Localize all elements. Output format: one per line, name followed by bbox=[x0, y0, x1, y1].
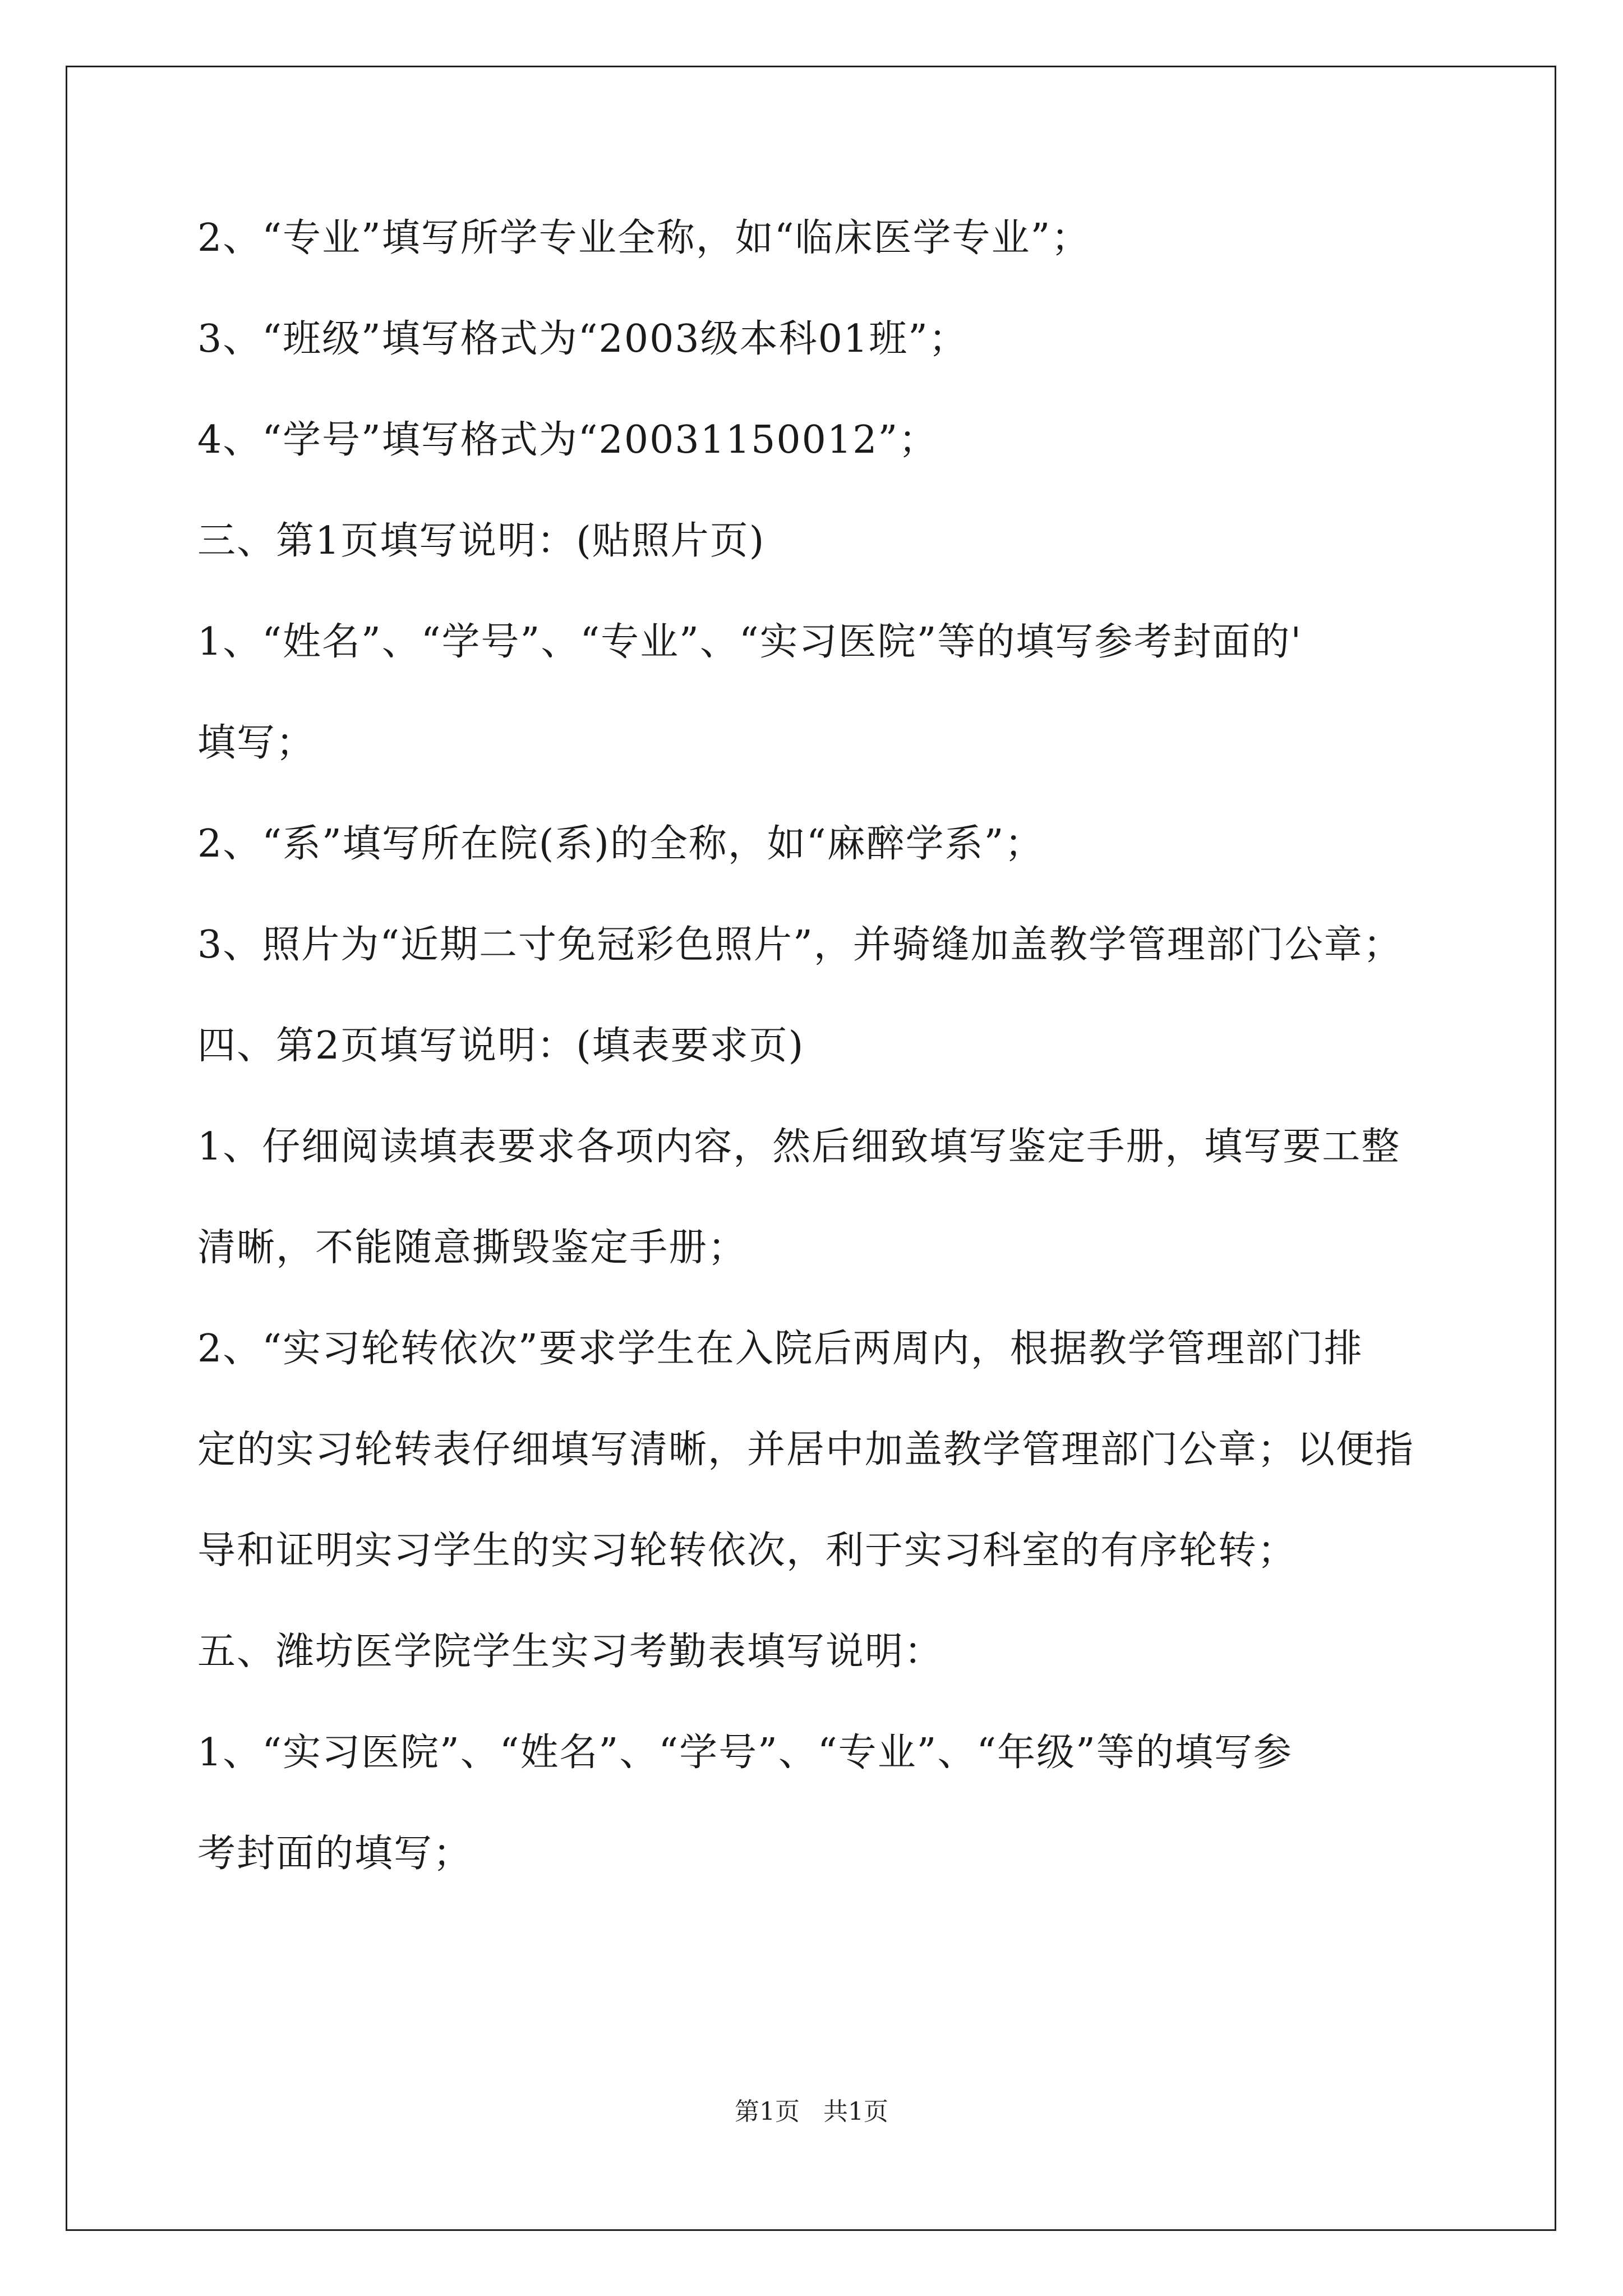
section-heading: 四、第2页填写说明：(填表要求页) bbox=[197, 1024, 805, 1068]
text-line: 填写； bbox=[197, 721, 316, 765]
text-line: 1、“姓名”、“学号”、“专业”、“实习医院”等的填写参考封面的' bbox=[197, 620, 1303, 664]
text-line: 考封面的填写； bbox=[197, 1832, 473, 1876]
text-line: 导和证明实习学生的实习轮转依次，利于实习科室的有序轮转； bbox=[197, 1529, 1297, 1573]
text-line: 定的实习轮转表仔细填写清晰，并居中加盖教学管理部门公章；以便指 bbox=[197, 1428, 1415, 1472]
text-line: 清晰，不能随意撕毁鉴定手册； bbox=[197, 1226, 748, 1270]
section-heading: 五、潍坊医学院学生实习考勤表填写说明： bbox=[197, 1630, 944, 1674]
text-line: 3、“班级”填写格式为“2003级本科01班”； bbox=[197, 317, 968, 361]
text-line: 1、“实习医院”、“姓名”、“学号”、“专业”、“年级”等的填写参 bbox=[197, 1731, 1293, 1775]
text-line: 2、“实习轮转依次”要求学生在入院后两周内，根据教学管理部门排 bbox=[197, 1327, 1363, 1371]
text-line: 2、“系”填写所在院(系)的全称，如“麻醉学系”； bbox=[197, 822, 1044, 866]
text-line: 4、“学号”填写格式为“20031150012”； bbox=[197, 418, 938, 462]
text-line: 3、照片为“近期二寸免冠彩色照片”，并骑缝加盖教学管理部门公章； bbox=[197, 923, 1403, 967]
text-line: 2、“专业”填写所学专业全称，如“临床医学专业”； bbox=[197, 216, 1091, 260]
text-line: 1、仔细阅读填表要求各项内容，然后细致填写鉴定手册，填写要工整 bbox=[197, 1125, 1401, 1169]
section-heading: 三、第1页填写说明：(贴照片页) bbox=[197, 519, 766, 563]
page-footer: 第1页 共1页 bbox=[735, 2097, 888, 2126]
